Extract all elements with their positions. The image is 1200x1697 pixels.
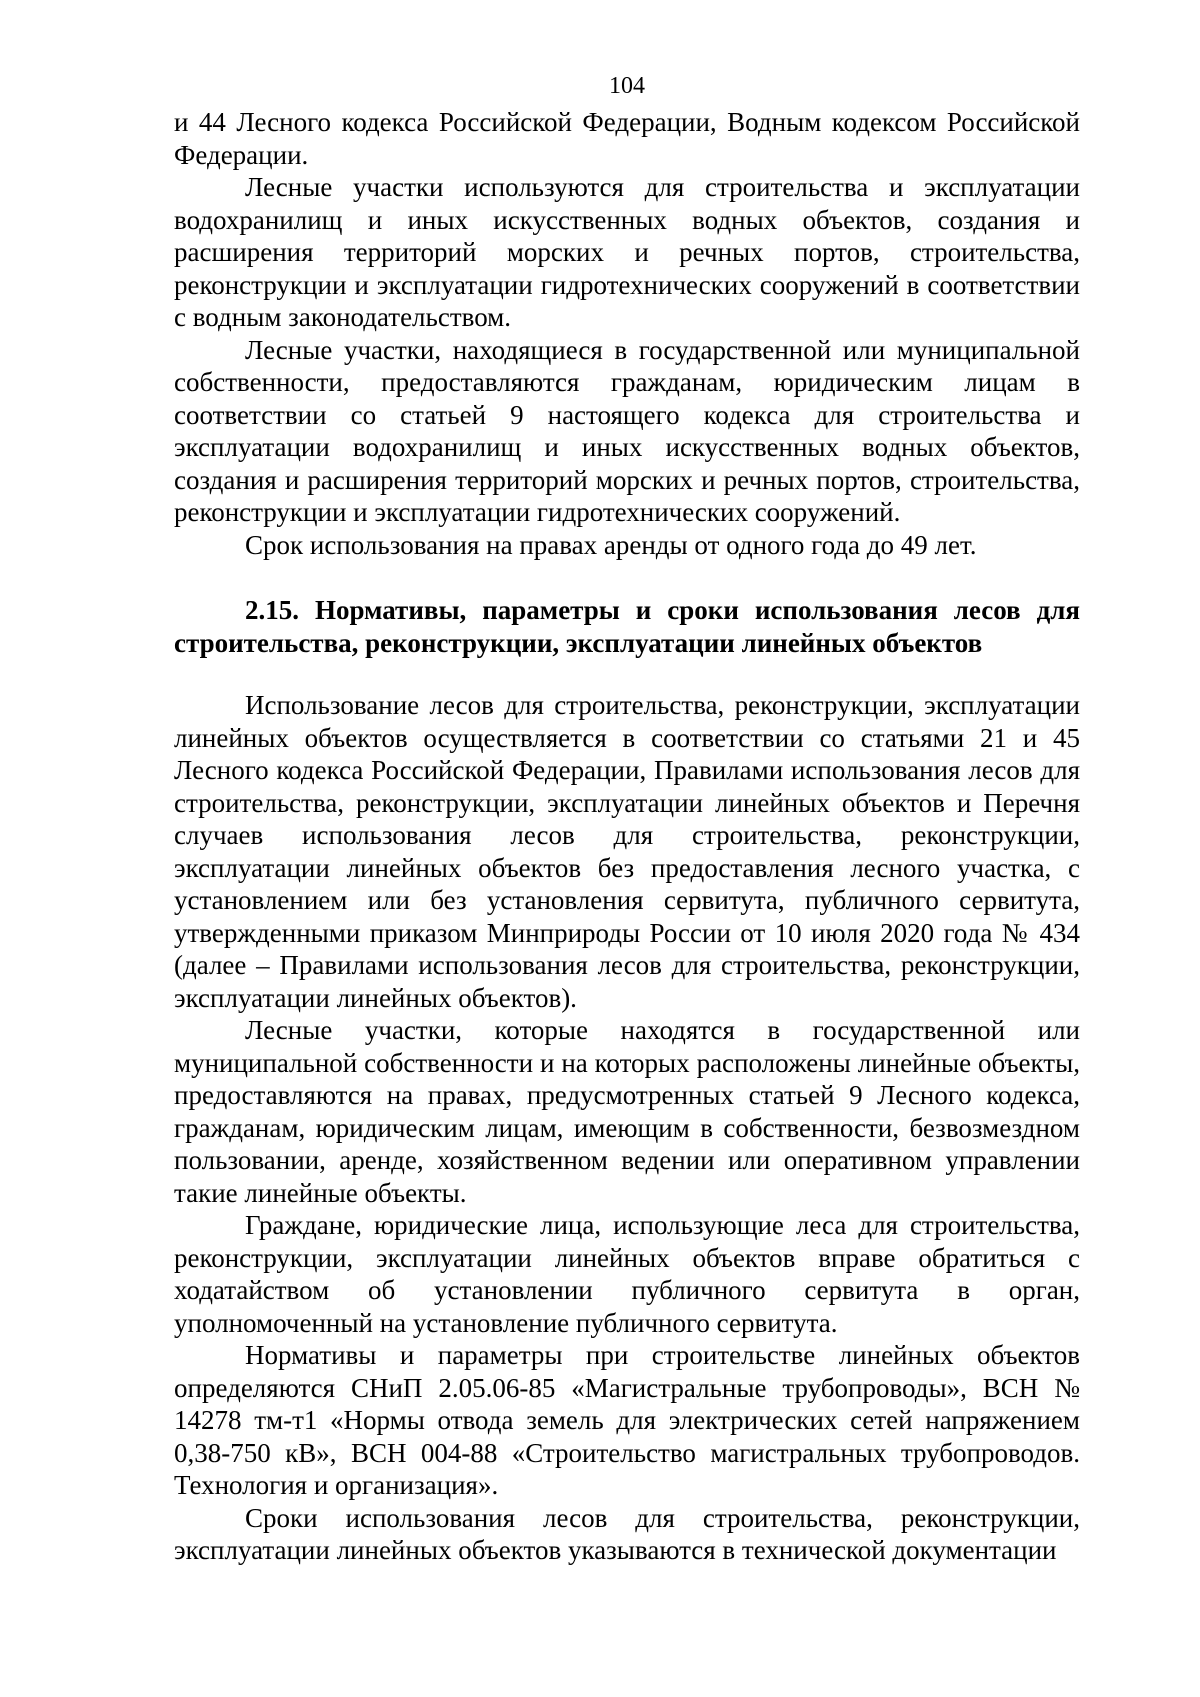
- paragraph-usage-rules: Использование лесов для строительства, реконструкции, эксплуатации линейных объектов осуществляется в соответствии со статьями 21 и 45 Лесного кодекса Российской Федерации, Правилами использования лесов для строительства, реконструкции, эксплуатации линейных объектов и Перечня случаев использования лесов для строительства, реконструкции, эксплуатации линейных объектов без предоставления лесного участка, с установлением или без установления сервитута, публичного сервитута, утвержденными приказом Минприроды России от 10 июля 2020 года № 434 (далее – Правилами использования лесов для строительства, реконструкции, эксплуатации линейных объектов).: [174, 690, 1080, 1013]
- section-spacer: [174, 659, 1080, 689]
- paragraph-continuation: и 44 Лесного кодекса Российской Федерации, Водным кодексом Российской Федерации.: [174, 107, 1080, 170]
- paragraph-state-land: Лесные участки, находящиеся в государственной или муниципальной собственности, предоставляются гражданам, юридическим лицам в соответствии со статьей 9 настоящего кодекса для строительства и эксплуатации водохранилищ и иных искусственных водных объектов, создания и расширения территорий морских и речных портов, строительства, реконструкции и эксплуатации гидротехнических сооружений.: [174, 334, 1080, 527]
- paragraph-land-provision: Лесные участки, которые находятся в государственной или муниципальной собственности и на которых расположены линейные объекты, предоставляются на правах, предусмотренных статьей 9 Лесного кодекса, гражданам, юридическим лицам, имеющим в собственности, безвозмездном пользовании, аренде, хозяйственном ведении или оперативном управлении такие линейные объекты.: [174, 1015, 1080, 1208]
- paragraph-terms: Сроки использования лесов для строительства, реконструкции, эксплуатации линейных объектов указываются в технической документации: [174, 1502, 1080, 1565]
- section-heading: 2.15. Нормативы, параметры и сроки использования лесов для строительства, реконструкции, эксплуатации линейных объектов: [174, 595, 1080, 658]
- page-number: 104: [609, 73, 645, 99]
- paragraph-norms: Нормативы и параметры при строительстве линейных объектов определяются СНиП 2.05.06-85 «Магистральные трубопроводы», ВСН № 14278 тм-т1 «Нормы отвода земель для электрических сетей напряжением 0,38-750 кВ», ВСН 004-88 «Строительство магистральных трубопроводов. Технология и организация».: [174, 1340, 1080, 1500]
- paragraph-lease-term: Срок использования на правах аренды от одного года до 49 лет.: [245, 529, 977, 560]
- paragraph-reservoirs: Лесные участки используются для строительства и эксплуатации водохранилищ и иных искусственных водных объектов, создания и расширения территорий морских и речных портов, строительства, реконструкции и эксплуатации гидротехнических сооружений в соответствии с водным законодательством.: [174, 172, 1080, 332]
- paragraph-servitude: Граждане, юридические лица, использующие леса для строительства, реконструкции, эксплуатации линейных объектов вправе обратиться с ходатайством об установлении публичного сервитута в орган, уполномоченный на установление публичного сервитута.: [174, 1210, 1080, 1338]
